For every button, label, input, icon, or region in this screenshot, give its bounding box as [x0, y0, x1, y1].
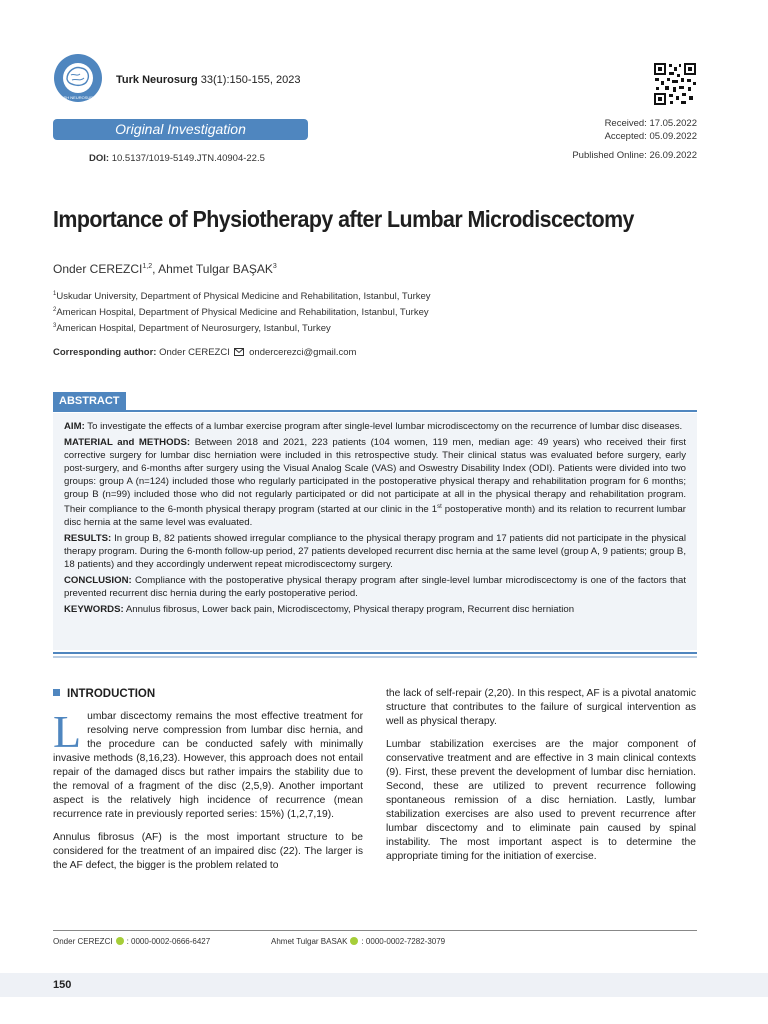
page-number: 150	[53, 979, 72, 991]
abstract-tab: ABSTRACT	[53, 392, 126, 410]
orcid-icon	[116, 937, 124, 945]
abstract-divider-top	[53, 410, 697, 412]
orcid-icon	[350, 937, 358, 945]
journal-reference: 33(1):150-155, 2023	[200, 74, 301, 86]
abstract-results: RESULTS: In group B, 82 patients showed irregular compliance to the physical therapy program and 17 patients did not participate in the physical therapy program. During the 6-month follow-up period, 27 patients developed recurrent disc hernia at the same level (group A, 9 patients; group B, 18 patients) and they accordingly underwent repeat microdiscectomy surgery.	[64, 533, 686, 571]
orcid-entry	[271, 937, 445, 946]
author-name[interactable]: Onder CEREZCI	[53, 262, 143, 276]
abstract-aim: AIM: To investigate the effects of a lumbar exercise program after single-level lumbar microdiscectomy on the recurrence of lumbar disc diseases.	[64, 421, 683, 432]
orcid-author-name: Ahmet Tulgar BASAK	[271, 937, 348, 946]
article-type-label: Original Investigation	[115, 121, 246, 137]
affiliation: $^1$Uskudar University, Department of Physical Medicine and Rehabilitation, Istanbul, Turkey	[53, 291, 431, 303]
author-separator: ,	[152, 262, 159, 276]
body-column-left	[53, 706, 363, 882]
article-dates	[605, 117, 697, 143]
doi-label: DOI:	[89, 153, 110, 164]
corresponding-email-link[interactable]: ondercerezci@gmail.com	[249, 347, 357, 358]
journal-citation	[116, 74, 300, 86]
paragraph: Annulus fibrosus (AF) is the most important structure to be considered for the treatment of an impaired disc (22). The larger is the AF defect, the bigger is the problem related to	[53, 832, 363, 871]
page-footer-bar	[0, 973, 768, 997]
svg-text:TURKISH NEUROSURGERY: TURKISH NEUROSURGERY	[53, 95, 103, 100]
section-marker-icon	[53, 689, 60, 696]
section-heading-introduction: INTRODUCTION	[53, 688, 155, 700]
author-list	[53, 262, 277, 276]
received-date: Received: 17.05.2022	[604, 118, 697, 129]
orcid-id-link[interactable]: : 0000-0002-7282-3079	[361, 937, 446, 946]
paragraph: the lack of self-repair (2,20). In this respect, AF is a pivotal anatomic structure that contributes to the failure of surgical intervention as well as physical therapy.	[386, 688, 696, 727]
qr-code-icon[interactable]	[653, 62, 697, 106]
footer-divider	[53, 930, 697, 931]
abstract-body	[64, 420, 686, 619]
abstract-conclusion: CONCLUSION: Compliance with the postoperative physical therapy program after single-level lumbar microdiscectomy is one of the factors that prevented recurrent disc hernia during the early postoperative period.	[64, 575, 686, 600]
doi	[89, 153, 265, 164]
orcid-id-link[interactable]: : 0000-0002-0666-6427	[126, 937, 211, 946]
accepted-date: Accepted: 05.09.2022	[604, 131, 697, 142]
abstract-divider-bottom-light	[53, 656, 697, 658]
affiliation: $^2$American Hospital, Department of Physical Medicine and Rehabilitation, Istanbul, Turkey	[53, 306, 429, 318]
affiliation-list	[53, 288, 431, 335]
abstract-keywords: KEYWORDS: Annulus fibrosus, Lower back pain, Microdiscectomy, Physical therapy program, Recurrent disc herniation	[64, 604, 575, 616]
abstract-methods: MATERIAL and METHODS: Between 2018 and 2021, 223 patients (104 women, 119 men, median age: 49 years) who received their first corrective surgery for lumbar disc herniation were included in this retrospective study. Their clinical status was evaluated before surgery, early post-surgery, and 6-months after surgery using the Visual Analog Scale (VAS) and Oswestry Disability Index (ODI). Patients were divided into two groups: group A (n=124) included those who regularly participated in the postoperative physical therapy and rehabilitation program for 6 months; group B (n=99) included those who did not regularly participated or did not participate at all in the physical therapy and rehabilitation program. Their compliance to the 6-month physical therapy program (started at our clinic in the 1st postoperative month) and its relation to recurrent lumbar disc hernia at the same level was evaluated.	[64, 437, 686, 529]
article-title: Importance of Physiotherapy after Lumbar Microdiscectomy	[53, 206, 634, 232]
orcid-entry	[53, 937, 210, 946]
published-online-date: Published Online: 26.09.2022	[572, 150, 697, 161]
corresponding-name: Onder CEREZCI	[159, 347, 230, 358]
doi-link[interactable]: 10.5137/1019-5149.JTN.40904-22.5	[111, 153, 265, 164]
paragraph: Lumbar discectomy remains the most effective treatment for resolving nerve compression from lumbar disc hernia, and the procedure can be conducted safely with minimally invasive methods (8,16,23). However, this approach does not entail repair of the damaged discs but rather impairs the stability due to the removal of a fragment of the disc (2,5,9). Another important aspect is the relatively high incidence of recurrence (mean recurrence rate in previously reported series: 15%) (1,2,7,19).	[53, 706, 363, 820]
article-type-banner	[53, 119, 308, 140]
affiliation: $^3$American Hospital, Department of Neurosurgery, Istanbul, Turkey	[53, 322, 331, 334]
journal-logo	[53, 53, 103, 103]
journal-name: Turk Neurosurg	[116, 74, 198, 86]
abstract-divider-bottom	[53, 652, 697, 654]
drop-cap: L	[53, 706, 82, 757]
body-column-right	[386, 687, 696, 873]
paragraph: Lumbar stabilization exercises are the major component of conservative treatment and are effective in 3 main clinical contexts (9). First, these prevent the development of lumbar disc herniation. Second, these are utilized to prevent recurrence following spontaneous remission of a disc herniation. Lastly, lumbar stabilization exercises are also used to prevent recurrence after lumbar discectomy and to eliminate pain caused by spinal instability. The most important aspect is to determine the appropriate timing for the initiation of exercise.	[386, 739, 696, 862]
author-name[interactable]: Ahmet Tulgar BAŞAK	[158, 262, 273, 276]
corresponding-author	[53, 347, 356, 359]
orcid-author-name: Onder CEREZCI	[53, 937, 113, 946]
author-affiliation-sup: 1,2	[142, 263, 153, 270]
corresponding-label: Corresponding author:	[53, 347, 157, 358]
email-icon	[234, 348, 244, 359]
author-affiliation-sup: 3	[272, 263, 277, 270]
